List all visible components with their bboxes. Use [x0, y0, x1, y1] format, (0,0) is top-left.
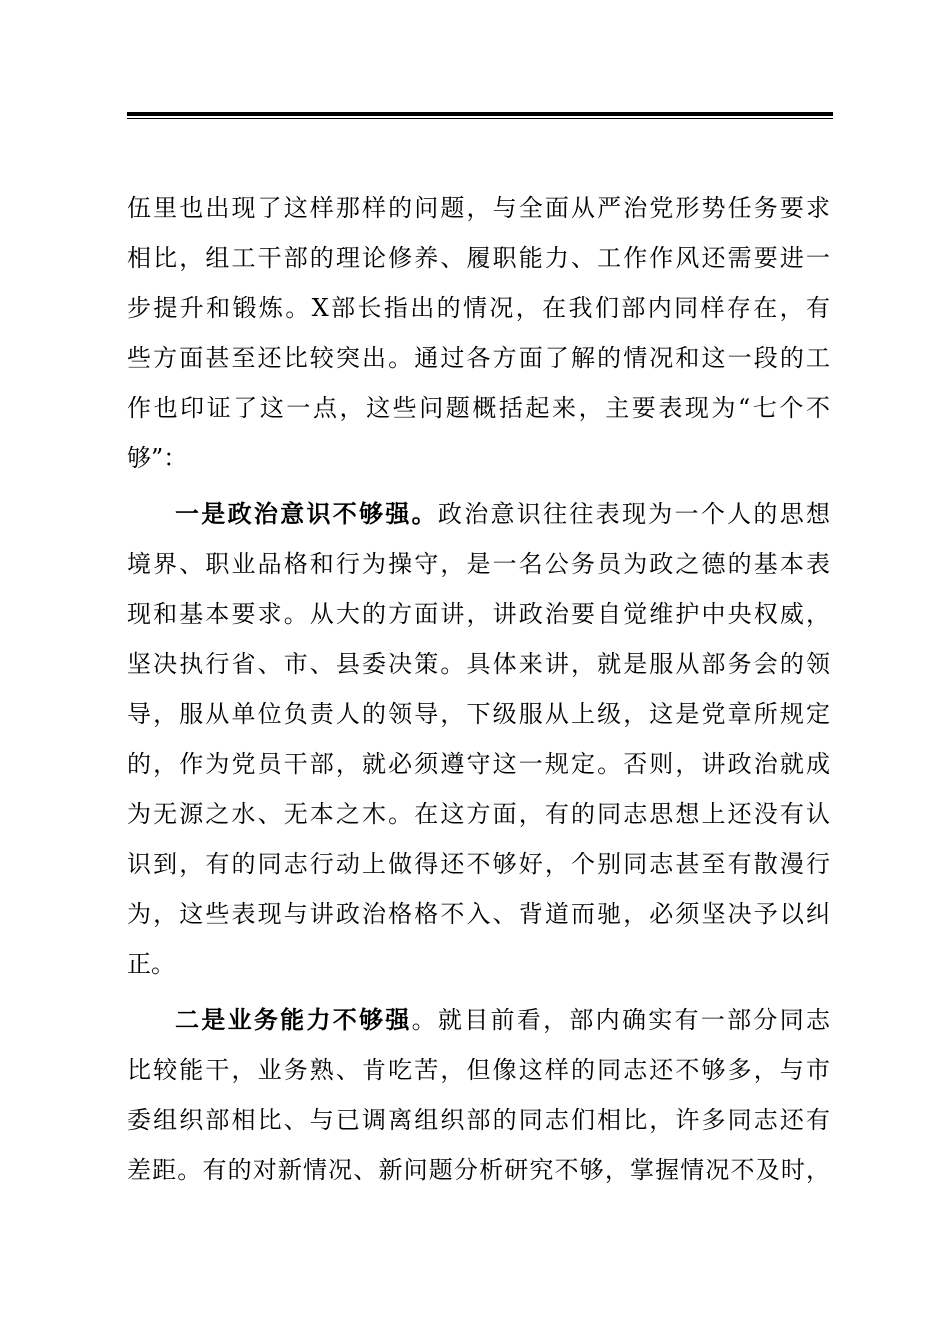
text-line: 步提升和锻炼。X部长指出的情况，在我们部内同样存在，有 — [127, 294, 830, 322]
text-line-content: 政治意识往往表现为一个人的思想 — [437, 500, 831, 528]
text-line — [127, 489, 830, 539]
header-double-rule — [127, 112, 833, 119]
text-line: 够”： — [127, 444, 188, 472]
text-line: 导，服从单位负责人的领导，下级服从上级，这是党章所规定 — [127, 700, 830, 728]
text-line: 现和基本要求。从大的方面讲，讲政治要自觉维护中央权威， — [127, 600, 830, 628]
paragraph-lead-heading: 一是政治意识不够强。 — [175, 500, 438, 528]
text-line: 为无源之水、无本之木。在这方面，有的同志思想上还没有认 — [127, 800, 830, 828]
text-line: 委组织部相比、与已调离组织部的同志们相比，许多同志还有 — [127, 1106, 830, 1134]
text-line: 相比，组工干部的理论修养、履职能力、工作作风还需要进一 — [127, 244, 830, 272]
text-line: 识到，有的同志行动上做得还不够好，个别同志甚至有散漫行 — [127, 850, 830, 878]
text-line: 正。 — [127, 950, 175, 978]
paragraph-professional-ability — [127, 995, 830, 1195]
text-line: 作也印证了这一点，这些问题概括起来，主要表现为“七个不 — [127, 394, 830, 422]
document-body — [127, 183, 830, 1195]
paragraph-lead-heading: 二是业务能力不够强 — [175, 1006, 412, 1034]
paragraph-political-awareness — [127, 489, 830, 989]
header-rule-thin — [127, 118, 833, 119]
text-line: 差距。有的对新情况、新问题分析研究不够，掌握情况不及时， — [127, 1156, 830, 1184]
text-line: 伍里也出现了这样那样的问题，与全面从严治党形势任务要求 — [127, 194, 830, 222]
text-line: 的，作为党员干部，就必须遵守这一规定。否则，讲政治就成 — [127, 750, 830, 778]
text-line: 境界、职业品格和行为操守，是一名公务员为政之德的基本表 — [127, 550, 830, 578]
text-line: 为，这些表现与讲政治格格不入、背道而驰，必须坚决予以纠 — [127, 900, 830, 928]
paragraph-intro — [127, 183, 830, 483]
header-rule-thick — [127, 112, 833, 116]
text-line: 坚决执行省、市、县委决策。具体来讲，就是服从部务会的领 — [127, 650, 830, 678]
text-line-content: 。就目前看，部内确实有一部分同志 — [411, 1006, 830, 1034]
text-line — [127, 995, 830, 1045]
text-line: 些方面甚至还比较突出。通过各方面了解的情况和这一段的工 — [127, 344, 830, 372]
text-line: 比较能干，业务熟、肯吃苦，但像这样的同志还不够多，与市 — [127, 1056, 830, 1084]
